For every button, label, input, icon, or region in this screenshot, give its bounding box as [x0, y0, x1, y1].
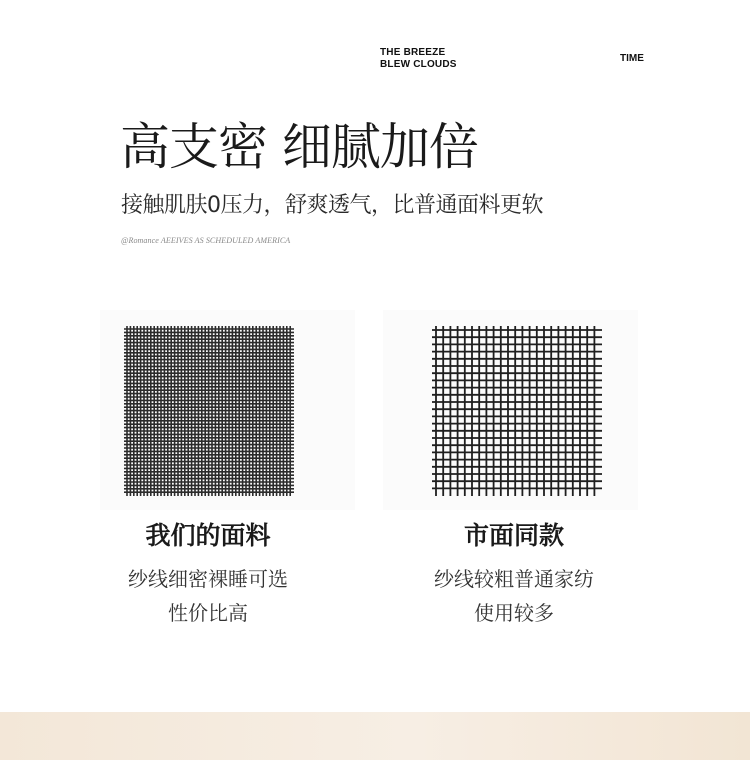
our-fabric-title: 我们的面料	[145, 521, 271, 550]
bottom-color-band	[0, 712, 750, 760]
page-headline: 高支密 细腻加倍	[120, 118, 478, 176]
page-tagline: @Romance AEEIVES AS SCHEDULED AMERICA	[121, 236, 291, 245]
our-fabric-column	[58, 516, 358, 630]
page-subheadline: 接触肌肤0压力，舒爽透气，比普通面料更软	[121, 193, 543, 218]
our-fabric-desc-1: 纱线细密裸睡可选	[128, 567, 288, 591]
brand-wordmark	[380, 47, 457, 71]
brand-line-2: BLEW CLOUDS	[380, 59, 457, 70]
our-fabric-desc-2: 性价比高	[168, 601, 248, 625]
coarse-weave-illustration	[432, 326, 602, 496]
market-fabric-title: 市面同款	[463, 521, 564, 550]
market-fabric-desc-1: 纱线较粗普通家纺	[434, 567, 594, 591]
dense-weave-illustration	[124, 326, 294, 496]
market-fabric-desc-2: 使用较多	[474, 601, 554, 625]
time-label: TIME	[620, 53, 644, 64]
brand-line-1: THE BREEZE	[380, 47, 446, 58]
market-fabric-column	[364, 516, 664, 630]
